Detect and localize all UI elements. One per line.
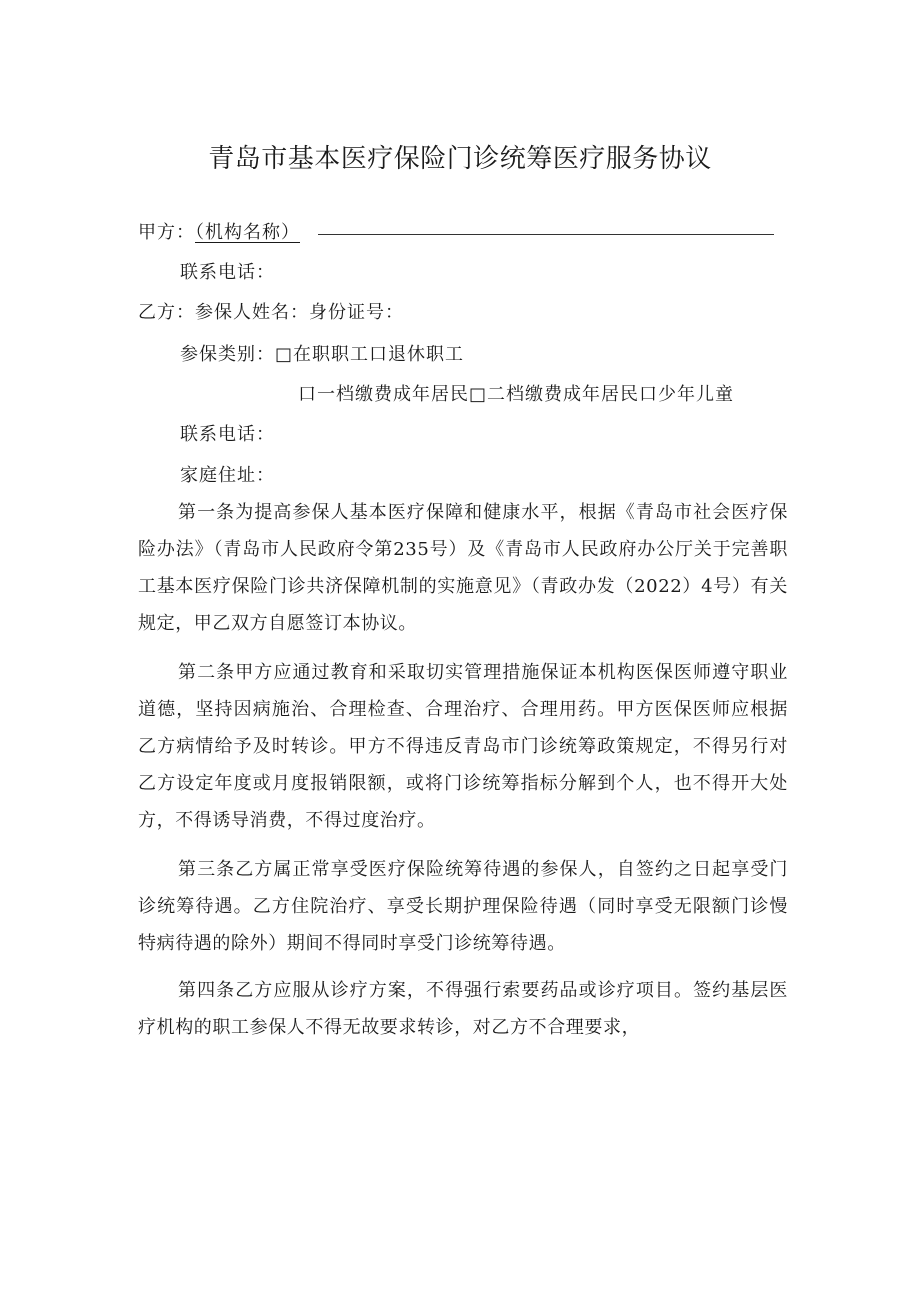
article-2: 第二条甲方应通过教育和采取切实管理措施保证本机构医保医师遵守职业道德，坚持因病施治、合理检查、合理治疗、合理用药。甲方医保医师应根据乙方病情给予及时转诊。甲方不得违反青岛市门诊统筹政策规定，不得另行对乙方设定年度或月度报销限额，或将门诊统筹指标分解到个人，也不得开大处方，不得诱导消费，不得过度治疗。 bbox=[138, 662, 788, 831]
category-line-1: 参保类别：□在职职工口退休职工 bbox=[180, 344, 465, 365]
party-a-phone: 联系电话： bbox=[180, 262, 275, 283]
article-1: 第一条为提高参保人基本医疗保障和健康水平，根据《青岛市社会医疗保险办法》（青岛市人民政府令第235号）及《青岛市人民政府办公厅关于完善职工基本医疗保险门诊共济保障机制的实施意见》（青政办发（2022）4号）有关规定，甲乙双方自愿签订本协议。 bbox=[138, 502, 788, 634]
party-b-line: 乙方：参保人姓名：身份证号： bbox=[138, 302, 404, 323]
category-line-2: 口一档缴费成年居民□二档缴费成年居民口少年儿童 bbox=[298, 384, 735, 405]
party-a-underline bbox=[318, 234, 774, 235]
article-4: 第四条乙方应服从诊疗方案，不得强行索要药品或诊疗项目。签约基层医疗机构的职工参保人不得无故要求转诊，对乙方不合理要求， bbox=[138, 980, 788, 1038]
party-a-name-field: （机构名称） bbox=[195, 222, 300, 243]
party-a-label: 甲方： bbox=[138, 222, 195, 243]
document-title: 青岛市基本医疗保险门诊统筹医疗服务协议 bbox=[208, 144, 712, 174]
party-b-phone: 联系电话： bbox=[180, 424, 275, 445]
address-line: 家庭住址： bbox=[180, 465, 275, 486]
article-3: 第三条乙方属正常享受医疗保险统筹待遇的参保人，自签约之日起享受门诊统筹待遇。乙方住院治疗、享受长期护理保险待遇（同时享受无限额门诊慢特病待遇的除外）期间不得同时享受门诊统筹待遇。 bbox=[138, 859, 788, 954]
party-a-line bbox=[138, 218, 300, 244]
